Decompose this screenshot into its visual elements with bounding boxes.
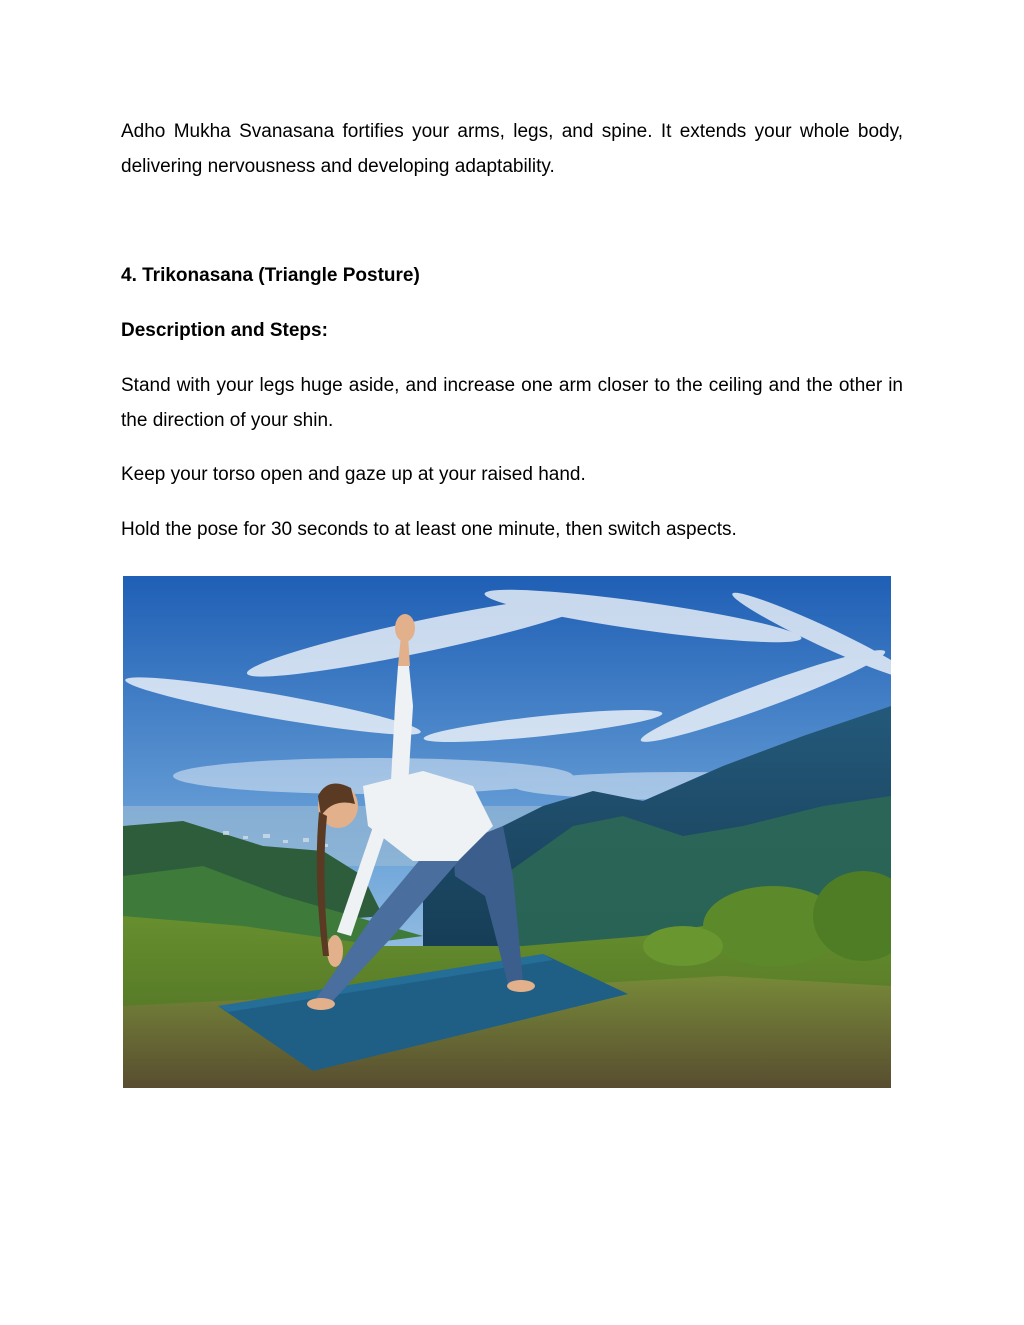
- intro-paragraph: Adho Mukha Svanasana fortifies your arms, legs, and spine. It extends your whole body, delivering nervousness and developing adaptability.: [121, 121, 903, 177]
- step-paragraph-2: Keep your torso open and gaze up at your raised hand.: [121, 464, 586, 485]
- section-heading: 4. Trikonasana (Triangle Posture): [121, 265, 420, 286]
- subheading: Description and Steps:: [121, 320, 328, 341]
- step-paragraph-1: Stand with your legs huge aside, and increase one arm closer to the ceiling and the other in the direction of your shin.: [121, 375, 903, 431]
- yoga-photo: [123, 576, 891, 1088]
- step-paragraph-3: Hold the pose for 30 seconds to at least one minute, then switch aspects.: [121, 519, 737, 540]
